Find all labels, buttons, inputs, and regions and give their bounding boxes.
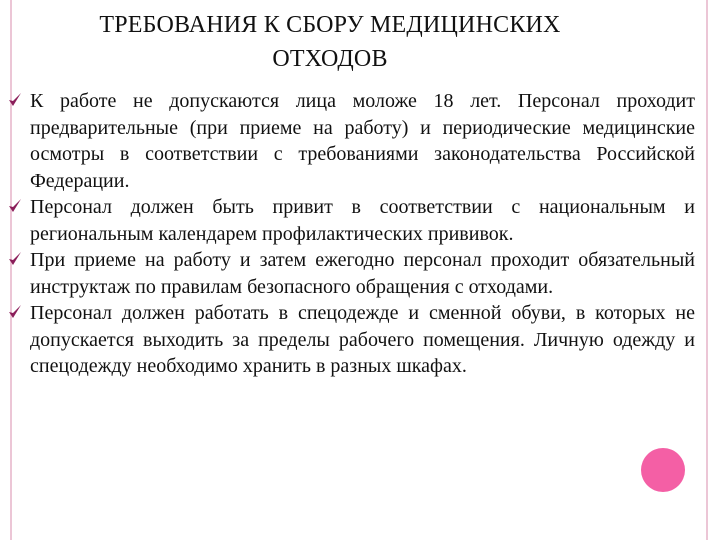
checkmark-arrow-icon [8,92,22,108]
left-frame-line [10,0,12,540]
right-frame-line [706,0,708,540]
slide-title-line-1: ТРЕБОВАНИЯ К СБОРУ МЕДИЦИНСКИХ [99,12,561,38]
bullet-list [30,88,695,380]
bullet-item [30,88,695,194]
slide-title-line-2: ОТХОДОВ [272,46,388,72]
bullet-text: При приеме на работу и затем ежегодно персонал проходит обязательный инструктаж по правилам безопасного обращения с отходами. [30,249,695,298]
bullet-text: К работе не допускаются лица моложе 18 лет. Персонал проходит предварительные (при приеме на работу) и периодические медицинские осмотры в соответствии с требованиями законодательства Российской Федерации. [30,90,695,192]
bullet-item [30,300,695,380]
checkmark-arrow-icon [8,198,22,214]
slide-title [40,8,620,76]
bullet-text: Персонал должен быть привит в соответствии с национальным и региональным календарем профилактических прививок. [30,196,695,245]
bullet-item [30,247,695,300]
checkmark-arrow-icon [8,304,22,320]
checkmark-arrow-icon [8,251,22,267]
decorative-pink-circle [641,448,685,492]
bullet-text: Персонал должен работать в спецодежде и сменной обуви, в которых не допускается выходить за пределы рабочего помещения. Личную одежду и спецодежду необходимо хранить в разных шкафах. [30,302,695,377]
bullet-item [30,194,695,247]
